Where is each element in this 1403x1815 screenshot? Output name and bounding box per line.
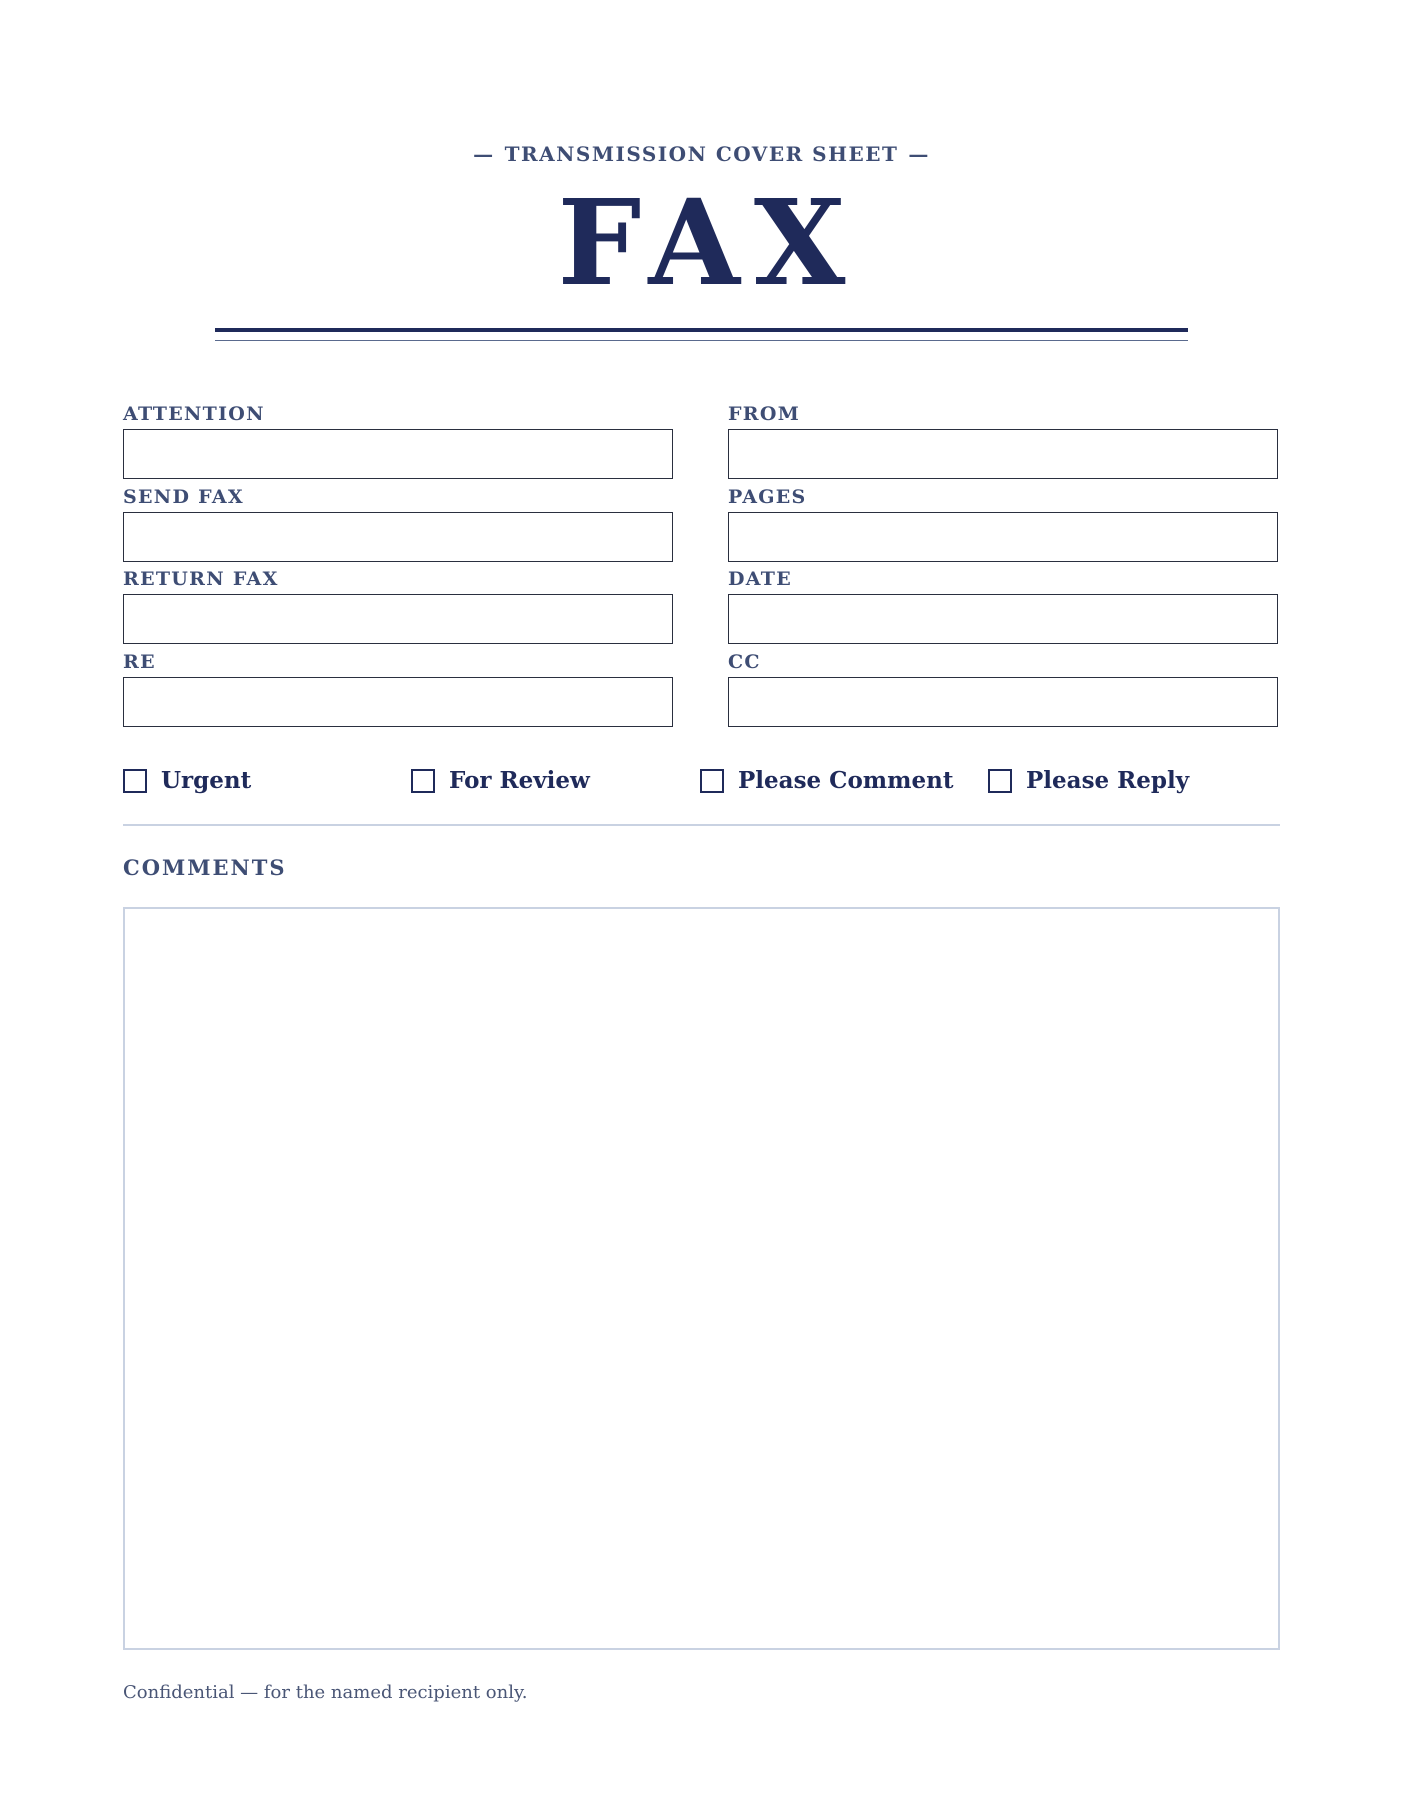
urgent-label: Urgent (161, 767, 252, 794)
please-comment-option[interactable] (700, 766, 953, 796)
from-label: FROM (728, 403, 801, 425)
for-review-checkbox[interactable] (411, 769, 435, 793)
urgent-option[interactable] (123, 766, 251, 796)
comments-label: COMMENTS (123, 855, 287, 880)
attention-label: ATTENTION (123, 403, 265, 425)
send-fax-label: SEND FAX (123, 486, 244, 508)
from-field[interactable] (728, 429, 1278, 479)
attention-field[interactable] (123, 429, 673, 479)
please-comment-label: Please Comment (738, 767, 954, 794)
send-fax-field[interactable] (123, 512, 673, 562)
comments-area[interactable] (123, 907, 1280, 1650)
date-label: DATE (728, 568, 792, 590)
re-field[interactable] (123, 677, 673, 727)
cover-sheet-subtitle (0, 142, 1403, 166)
re-label: RE (123, 651, 156, 673)
subtitle-text: TRANSMISSION COVER SHEET (504, 142, 899, 166)
please-reply-option[interactable] (988, 766, 1189, 796)
section-divider (123, 824, 1280, 826)
confidentiality-note: Confidential — for the named recipient only. (123, 1682, 528, 1703)
please-reply-checkbox[interactable] (988, 769, 1012, 793)
fax-title: FAX (557, 173, 860, 312)
header-rule-thin (215, 340, 1188, 341)
please-reply-label: Please Reply (1026, 767, 1190, 794)
subtitle-dash-left: — (473, 142, 495, 166)
pages-field[interactable] (728, 512, 1278, 562)
pages-label: PAGES (728, 486, 807, 508)
subtitle-dash-right: — (908, 142, 930, 166)
please-comment-checkbox[interactable] (700, 769, 724, 793)
return-fax-field[interactable] (123, 594, 673, 644)
urgent-checkbox[interactable] (123, 769, 147, 793)
header-rule-thick (215, 328, 1188, 332)
for-review-option[interactable] (411, 766, 590, 796)
cc-field[interactable] (728, 677, 1278, 727)
for-review-label: For Review (449, 767, 590, 794)
return-fax-label: RETURN FAX (123, 568, 279, 590)
date-field[interactable] (728, 594, 1278, 644)
cc-label: CC (728, 651, 761, 673)
